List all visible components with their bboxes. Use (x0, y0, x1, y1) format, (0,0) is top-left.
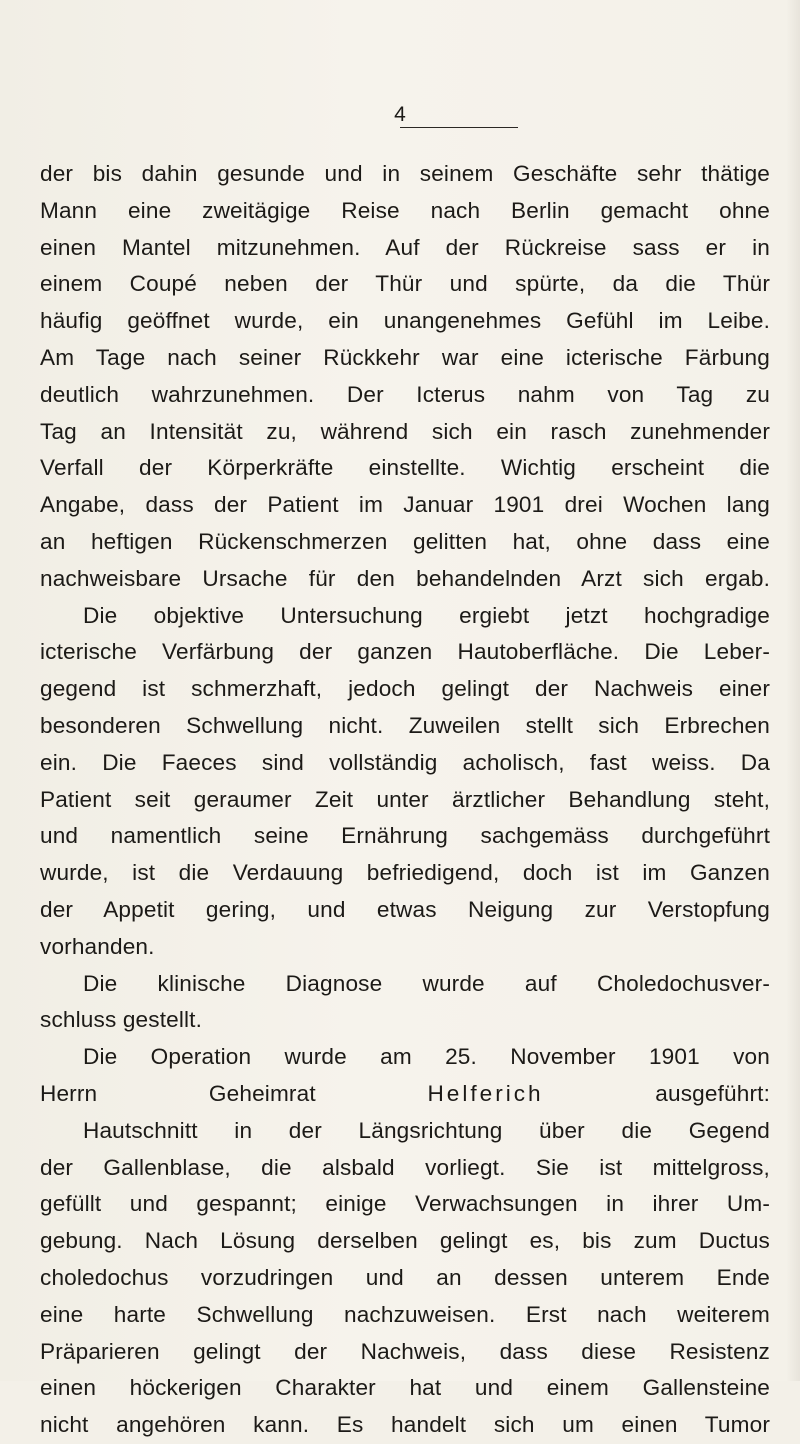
text-line: deutlich wahrzunehmen. Der Icterus nahm von Tag zu (40, 381, 770, 407)
text-line: gebung. Nach Lösung derselben gelingt es, bis zum Ductus (40, 1228, 770, 1254)
text-line: Die klinische Diagnose wurde auf Choledochusver- (83, 970, 770, 996)
text-line: Präparieren gelingt der Nachweis, dass diese Resistenz (40, 1338, 770, 1364)
text-fragment: Herrn Geheimrat (40, 1080, 316, 1106)
page-number-rule (400, 127, 518, 128)
body-text (40, 156, 770, 1444)
text-line: und namentlich seine Ernährung sachgemäss durchgeführt (40, 823, 770, 849)
text-line: einen höckerigen Charakter hat und einem Gallensteine (40, 1375, 770, 1401)
text-line: gegend ist schmerzhaft, jedoch gelingt der Nachweis einer (40, 676, 770, 702)
text-line: eine harte Schwellung nachzuweisen. Erst nach weiterem (40, 1301, 770, 1327)
text-line: Verfall der Körperkräfte einstellte. Wichtig erscheint die (40, 455, 770, 481)
text-line: vorhanden. (40, 933, 155, 959)
surgeon-name: Helferich (427, 1080, 544, 1106)
text-line: nachweisbare Ursache für den behandelnden Arzt sich ergab. (40, 565, 770, 591)
text-line: wurde, ist die Verdauung befriedigend, doch ist im Ganzen (40, 860, 770, 886)
text-line: choledochus vorzudringen und an dessen unterem Ende (40, 1264, 770, 1290)
text-line: Tag an Intensität zu, während sich ein rasch zunehmender (40, 418, 770, 444)
text-line: nicht angehören kann. Es handelt sich um einen Tumor (40, 1412, 770, 1438)
text-line: einem Coupé neben der Thür und spürte, da die Thür (40, 271, 770, 297)
text-line: Patient seit geraumer Zeit unter ärztlicher Behandlung steht, (40, 786, 770, 812)
text-line: besonderen Schwellung nicht. Zuweilen stellt sich Erbrechen (40, 712, 770, 738)
text-line: der Appetit gering, und etwas Neigung zur Verstopfung (40, 896, 770, 922)
text-line: Die Operation wurde am 25. November 1901 von (83, 1044, 770, 1070)
page-edge-shadow (786, 0, 800, 1381)
text-line: Am Tage nach seiner Rückkehr war eine icterische Färbung (40, 344, 770, 370)
text-line: Die objektive Untersuchung ergiebt jetzt hochgradige (83, 602, 770, 628)
text-line: an heftigen Rückenschmerzen gelitten hat, ohne dass eine (40, 528, 770, 554)
text-line: einen Mantel mitzunehmen. Auf der Rückreise sass er in (40, 234, 770, 260)
text-line: gefüllt und gespannt; einige Verwachsungen in ihrer Um- (40, 1191, 770, 1217)
text-line: Hautschnitt in der Längsrichtung über die Gegend (83, 1117, 770, 1143)
text-line-with-name (40, 1076, 770, 1113)
text-line: ein. Die Faeces sind vollständig acholisch, fast weiss. Da (40, 749, 770, 775)
text-line: Mann eine zweitägige Reise nach Berlin gemacht ohne (40, 197, 770, 223)
text-line: icterische Verfärbung der ganzen Hautoberfläche. Die Leber- (40, 639, 770, 665)
text-line: Angabe, dass der Patient im Januar 1901 drei Wochen lang (40, 492, 770, 518)
text-line: häufig geöffnet wurde, ein unangenehmes Gefühl im Leibe. (40, 308, 770, 334)
text-line: der Gallenblase, die alsbald vorliegt. Sie ist mittelgross, (40, 1154, 770, 1180)
page-number: 4 (394, 103, 406, 126)
text-line: der bis dahin gesunde und in seinem Geschäfte sehr thätige (40, 161, 770, 186)
text-line: schluss gestellt. (40, 1007, 203, 1033)
text-fragment: ausgeführt: (655, 1080, 770, 1106)
